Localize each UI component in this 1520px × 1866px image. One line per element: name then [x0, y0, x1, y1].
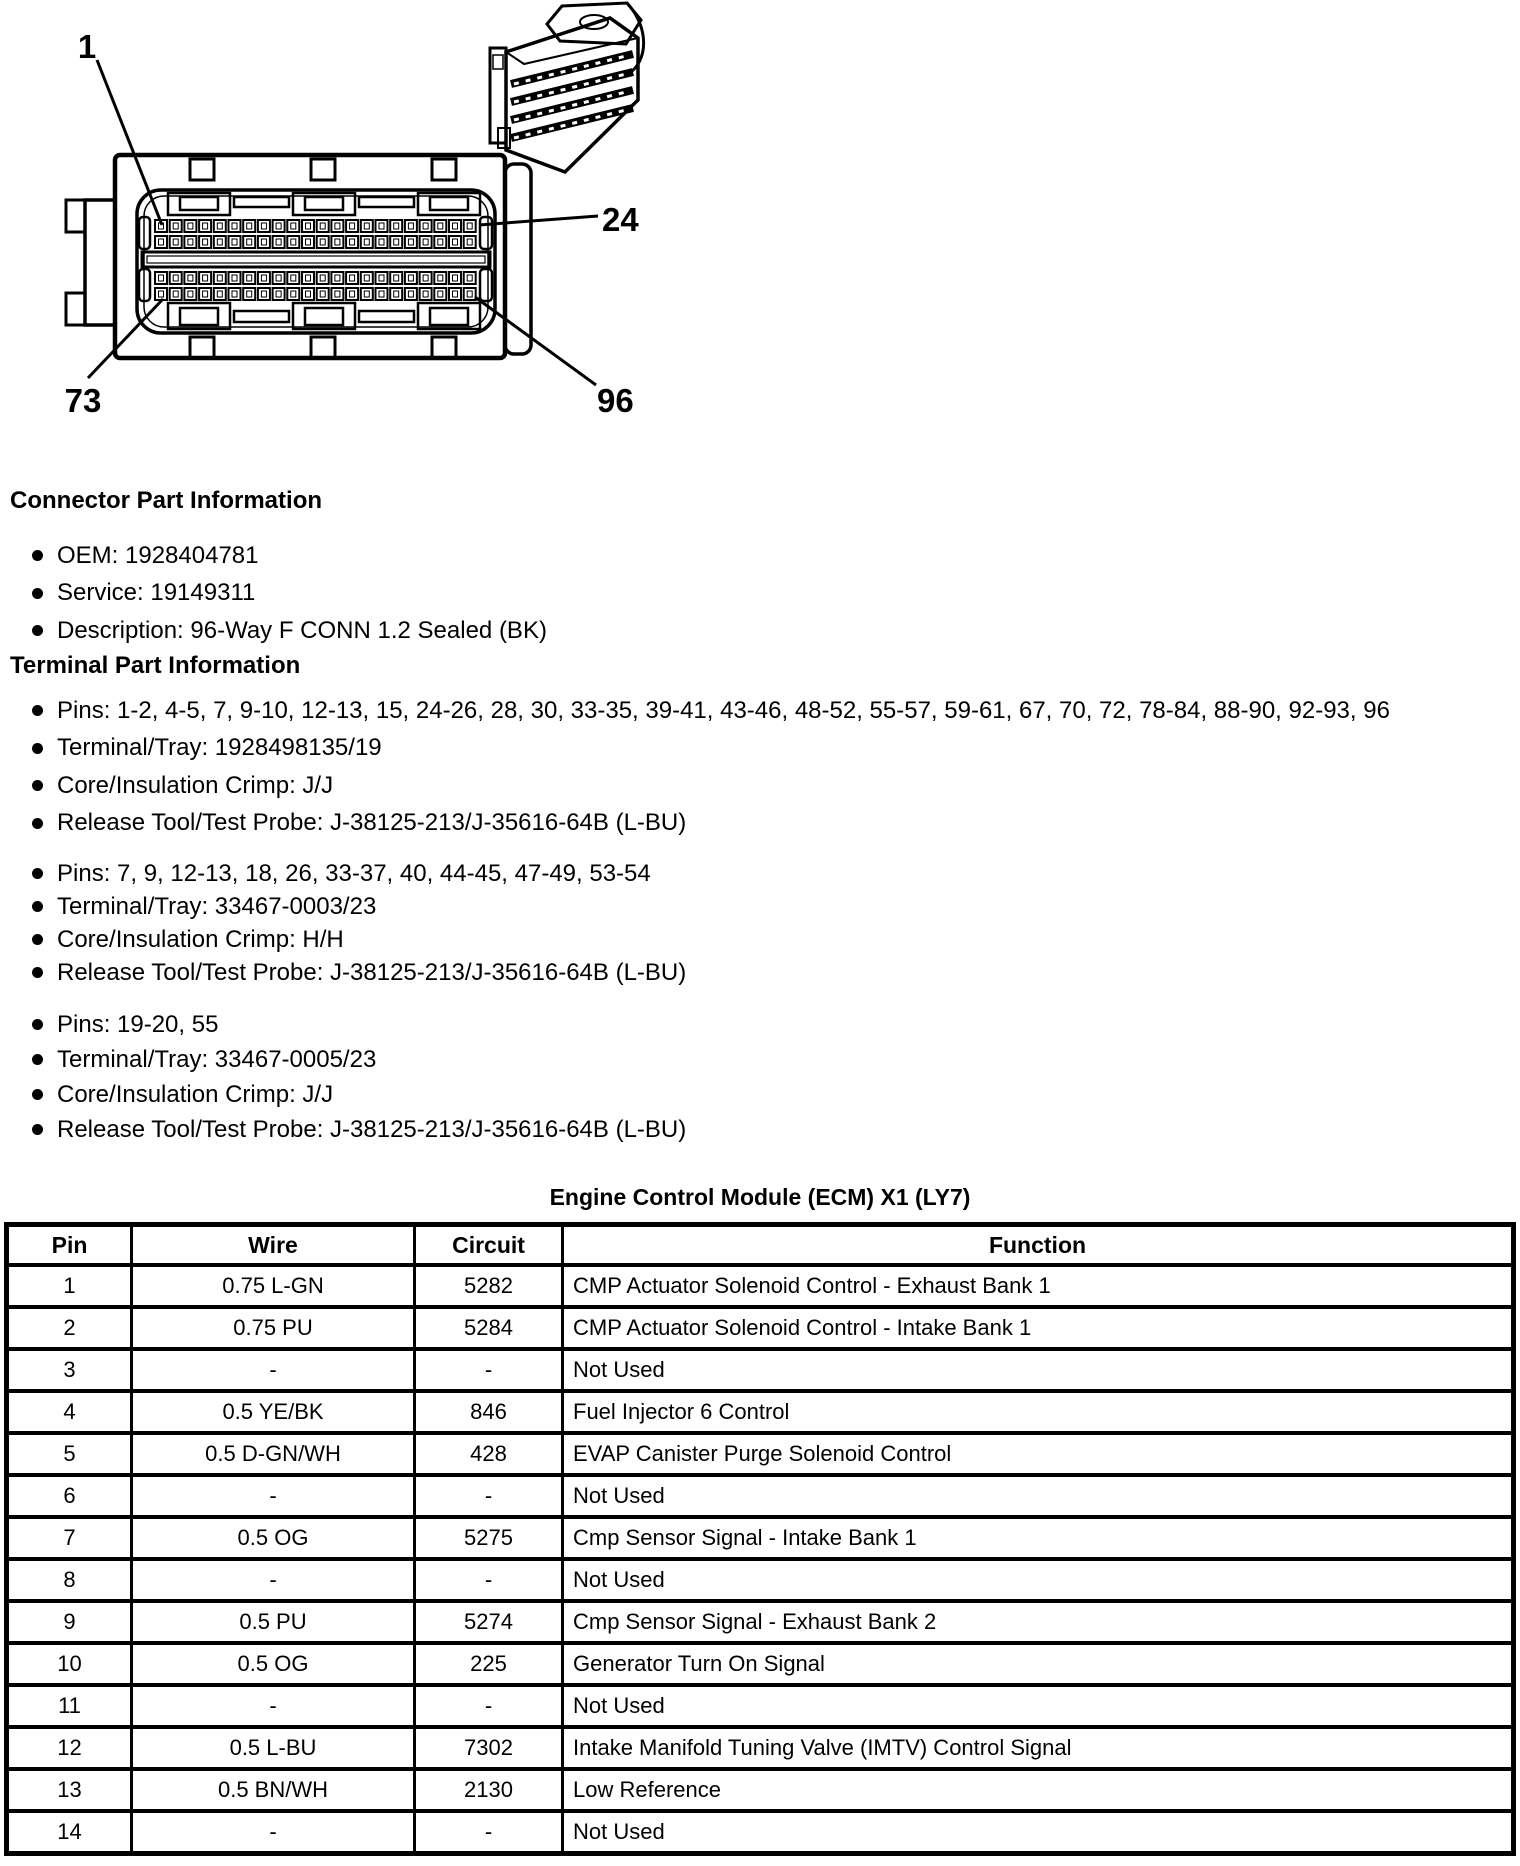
bullet-icon — [32, 1124, 43, 1135]
bullet-item — [10, 805, 1515, 843]
table-cell: CMP Actuator Solenoid Control - Intake Bank 1 — [563, 1307, 1514, 1349]
bullet-item — [10, 537, 1515, 575]
bullet-item — [10, 1077, 1515, 1112]
table-cell: - — [132, 1349, 415, 1391]
table-cell: Not Used — [563, 1685, 1514, 1727]
connector-diagram — [0, 0, 680, 430]
bullet-icon — [32, 1019, 43, 1030]
pin-table-title: Engine Control Module (ECM) X1 (LY7) — [549, 1184, 971, 1210]
table-cell: Not Used — [563, 1811, 1514, 1854]
bullet-item — [10, 1042, 1515, 1077]
table-cell: 5 — [7, 1433, 132, 1475]
table-cell: 0.75 L-GN — [132, 1265, 415, 1307]
table-cell: Low Reference — [563, 1769, 1514, 1811]
table-cell: Not Used — [563, 1559, 1514, 1601]
table-cell: 12 — [7, 1727, 132, 1769]
bullet-item — [10, 692, 1515, 730]
table-cell: 0.5 PU — [132, 1601, 415, 1643]
bullet-icon — [32, 818, 43, 829]
bullet-item — [10, 1112, 1515, 1147]
table-row — [7, 1685, 1514, 1727]
table-cell: - — [415, 1559, 563, 1601]
bullet-icon — [32, 743, 43, 754]
bullet-icon — [32, 588, 43, 599]
bullet-text: Pins: 7, 9, 12-13, 18, 26, 33-37, 40, 44-45, 47-49, 53-54 — [57, 859, 651, 887]
table-cell: Generator Turn On Signal — [563, 1643, 1514, 1685]
table-cell: 10 — [7, 1643, 132, 1685]
bullet-icon — [32, 550, 43, 561]
table-cell: 0.5 YE/BK — [132, 1391, 415, 1433]
table-cell: Fuel Injector 6 Control — [563, 1391, 1514, 1433]
bullet-item — [10, 923, 1515, 956]
table-cell: 0.5 D-GN/WH — [132, 1433, 415, 1475]
bullet-icon — [32, 1054, 43, 1065]
table-cell: 0.75 PU — [132, 1307, 415, 1349]
table-cell: 9 — [7, 1601, 132, 1643]
table-row — [7, 1265, 1514, 1307]
bullet-text: Release Tool/Test Probe: J-38125-213/J-35616-64B (L-BU) — [57, 1115, 687, 1143]
pin-table — [4, 1222, 1516, 1856]
table-cell: 5282 — [415, 1265, 563, 1307]
bullet-text: Pins: 19-20, 55 — [57, 1010, 219, 1038]
bullet-icon — [32, 868, 43, 879]
table-cell: 5275 — [415, 1517, 563, 1559]
table-cell: 2130 — [415, 1769, 563, 1811]
bullet-icon — [32, 780, 43, 791]
table-cell: - — [132, 1685, 415, 1727]
callout-pin-24: 24 — [602, 201, 639, 238]
bullet-text: Description: 96-Way F CONN 1.2 Sealed (BK) — [57, 616, 547, 644]
table-cell: 4 — [7, 1391, 132, 1433]
callout-pin-96: 96 — [597, 382, 634, 419]
bullet-item — [10, 857, 1515, 890]
bullet-text: Release Tool/Test Probe: J-38125-213/J-35616-64B (L-BU) — [57, 809, 687, 837]
table-cell: - — [132, 1811, 415, 1854]
table-row — [7, 1811, 1514, 1854]
table-header-row — [7, 1225, 1514, 1266]
callout-pin-1: 1 — [77, 28, 97, 65]
table-cell: - — [415, 1475, 563, 1517]
table-row — [7, 1349, 1514, 1391]
table-row — [7, 1643, 1514, 1685]
table-cell: Not Used — [563, 1475, 1514, 1517]
bullet-text: Terminal/Tray: 33467-0003/23 — [57, 892, 377, 920]
terminal-group-list — [10, 692, 1515, 842]
table-cell: 14 — [7, 1811, 132, 1854]
bullet-item — [10, 612, 1515, 650]
table-cell: 8 — [7, 1559, 132, 1601]
table-cell: 0.5 L-BU — [132, 1727, 415, 1769]
table-cell: - — [132, 1475, 415, 1517]
table-cell: EVAP Canister Purge Solenoid Control — [563, 1433, 1514, 1475]
table-cell: 0.5 OG — [132, 1643, 415, 1685]
table-cell: 11 — [7, 1685, 132, 1727]
bullet-icon — [32, 967, 43, 978]
table-row — [7, 1727, 1514, 1769]
table-cell: 225 — [415, 1643, 563, 1685]
table-row — [7, 1475, 1514, 1517]
bullet-item — [10, 956, 1515, 989]
table-cell: Not Used — [563, 1349, 1514, 1391]
table-row — [7, 1601, 1514, 1643]
bullet-text: Service: 19149311 — [57, 579, 256, 607]
table-cell: 7302 — [415, 1727, 563, 1769]
table-cell: Intake Manifold Tuning Valve (IMTV) Control Signal — [563, 1727, 1514, 1769]
bullet-item — [10, 1007, 1515, 1042]
callout-pin-73: 73 — [64, 382, 102, 419]
table-cell: - — [415, 1811, 563, 1854]
pin-table-body — [7, 1265, 1514, 1854]
bullet-item — [10, 767, 1515, 805]
connector-isometric-view — [490, 3, 644, 172]
table-cell: - — [415, 1349, 563, 1391]
bullet-icon — [32, 901, 43, 912]
bullet-text: Core/Insulation Crimp: J/J — [57, 1080, 334, 1108]
terminal-group-list — [10, 857, 1515, 989]
table-row — [7, 1517, 1514, 1559]
bullet-icon — [32, 1089, 43, 1100]
bullet-text: Terminal/Tray: 1928498135/19 — [57, 734, 382, 762]
connector-part-info-heading: Connector Part Information — [10, 487, 323, 514]
connector-info-list — [10, 537, 1515, 650]
table-cell: 13 — [7, 1769, 132, 1811]
table-row — [7, 1769, 1514, 1811]
table-cell: 2 — [7, 1307, 132, 1349]
bullet-text: Terminal/Tray: 33467-0005/23 — [57, 1045, 377, 1073]
bullet-text: OEM: 1928404781 — [57, 541, 259, 569]
table-cell: CMP Actuator Solenoid Control - Exhaust Bank 1 — [563, 1265, 1514, 1307]
bullet-item — [10, 730, 1515, 768]
table-cell: 7 — [7, 1517, 132, 1559]
table-cell: 0.5 OG — [132, 1517, 415, 1559]
table-cell: 1 — [7, 1265, 132, 1307]
bullet-item — [10, 890, 1515, 923]
terminal-part-info-heading: Terminal Part Information — [10, 652, 301, 679]
table-cell: Cmp Sensor Signal - Exhaust Bank 2 — [563, 1601, 1514, 1643]
table-cell: 0.5 BN/WH — [132, 1769, 415, 1811]
bullet-icon — [32, 705, 43, 716]
bullet-icon — [32, 934, 43, 945]
table-cell: 5284 — [415, 1307, 563, 1349]
terminal-group-list — [10, 1007, 1515, 1147]
bullet-text: Core/Insulation Crimp: J/J — [57, 771, 334, 799]
column-header-wire: Wire — [132, 1225, 415, 1266]
bullet-text: Core/Insulation Crimp: H/H — [57, 925, 344, 953]
column-header-pin: Pin — [7, 1225, 132, 1266]
column-header-circuit: Circuit — [415, 1225, 563, 1266]
table-row — [7, 1391, 1514, 1433]
table-cell: 5274 — [415, 1601, 563, 1643]
bullet-icon — [32, 625, 43, 636]
bullet-text: Pins: 1-2, 4-5, 7, 9-10, 12-13, 15, 24-26, 28, 30, 33-35, 39-41, 43-46, 48-52, 55-57, 59-61, 67, 70, 72, 78-84, 88-90, 92-93, 96 — [57, 696, 1390, 724]
table-row — [7, 1307, 1514, 1349]
table-cell: - — [415, 1685, 563, 1727]
table-cell: 846 — [415, 1391, 563, 1433]
table-row — [7, 1433, 1514, 1475]
table-row — [7, 1559, 1514, 1601]
table-cell: 6 — [7, 1475, 132, 1517]
table-cell: Cmp Sensor Signal - Intake Bank 1 — [563, 1517, 1514, 1559]
bullet-item — [10, 575, 1515, 613]
column-header-function: Function — [563, 1225, 1514, 1266]
table-cell: - — [132, 1559, 415, 1601]
table-cell: 428 — [415, 1433, 563, 1475]
table-cell: 3 — [7, 1349, 132, 1391]
bullet-text: Release Tool/Test Probe: J-38125-213/J-35616-64B (L-BU) — [57, 958, 687, 986]
